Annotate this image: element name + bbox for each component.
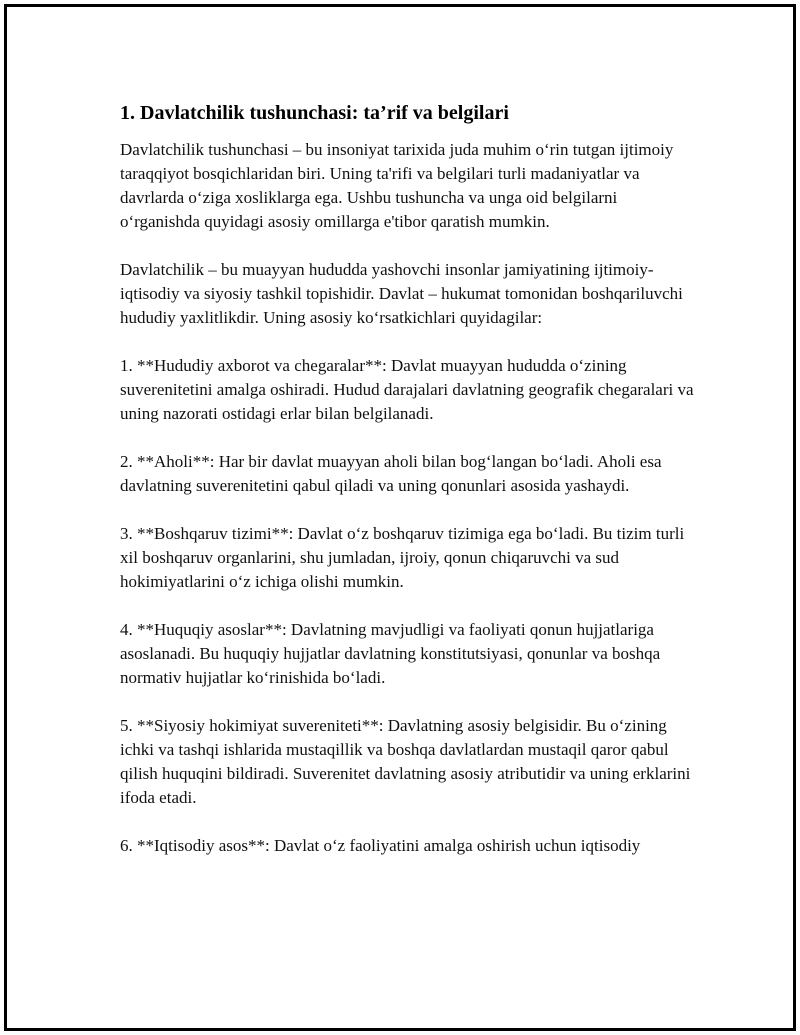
- list-item-territory: 1. **Hududiy axborot va chegaralar**: Davlat muayyan hududda o‘zining suverenitetini amalga oshiradi. Hudud darajalari davlatning geografik chegaralari va uning nazorati ostidagi erlar bilan belgilanadi.: [120, 356, 694, 423]
- list-item-population: 2. **Aholi**: Har bir davlat muayyan aholi bilan bog‘langan bo‘ladi. Aholi esa davlatning suverenitetini qabul qiladi va uning qonunlari asosida yashaydi.: [120, 452, 662, 495]
- list-item-governance: 3. **Boshqaruv tizimi**: Davlat o‘z boshqaruv tizimiga ega bo‘ladi. Bu tizim turli xil boshqaruv organlarini, shu jumladan, ijroiy, qonun chiqaruvchi va sud hokimiyatlarini o‘z ichiga olishi mumkin.: [120, 524, 685, 591]
- list-item-economy: 6. **Iqtisodiy asos**: Davlat o‘z faoliyatini amalga oshirish uchun iqtisodiy: [120, 836, 641, 855]
- document-body: [120, 100, 700, 882]
- page-frame: [4, 4, 796, 1031]
- paragraph-intro: Davlatchilik tushunchasi – bu insoniyat tarixida juda muhim o‘rin tutgan ijtimoiy taraqqiyot bosqichlaridan biri. Uning ta'rifi va belgilari turli madaniyatlar va davrlarda o‘ziga xosliklarga ega. Ushbu tushuncha va unga oid belgilarni o‘rganishda quyidagi asosiy omillarga e'tibor qaratish mumkin.: [120, 140, 674, 231]
- section-heading: 1. Davlatchilik tushunchasi: ta’rif va belgilari: [120, 102, 509, 124]
- list-item-legal-basis: 4. **Huquqiy asoslar**: Davlatning mavjudligi va faoliyati qonun hujjatlariga asoslanadi. Bu huquqiy hujjatlar davlatning konstitutsiyasi, qonunlar va boshqa normativ hujjatlar ko‘rinishida bo‘ladi.: [120, 620, 661, 687]
- paragraph-definition: Davlatchilik – bu muayyan hududda yashovchi insonlar jamiyatining ijtimoiy-iqtisodiy va siyosiy tashkil topishidir. Davlat – hukumat tomonidan boshqariluvchi hududiy yaxlitlikdir. Uning asosiy ko‘rsatkichlari quyidagilar:: [120, 260, 683, 327]
- list-item-sovereignty: 5. **Siyosiy hokimiyat suvereniteti**: Davlatning asosiy belgisidir. Bu o‘zining ichki va tashqi ishlarida mustaqillik va boshqa davlatlardan mustaqil qaror qabul qilish huquqini bildiradi. Suverenitet davlatning asosiy atributidir va uning erklarini ifoda etadi.: [120, 716, 691, 807]
